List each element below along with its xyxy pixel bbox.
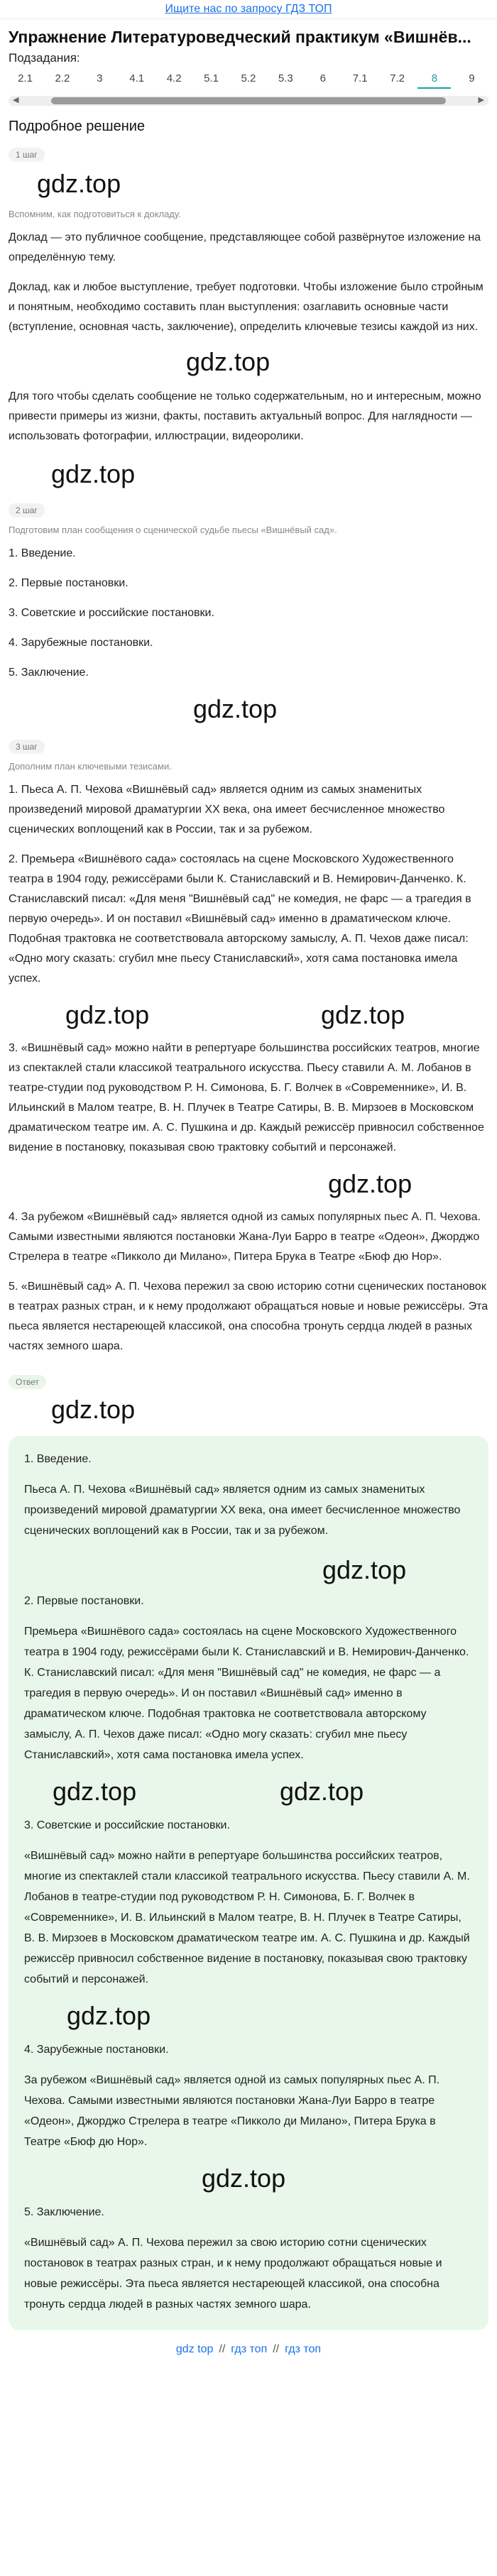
- subtask-tab[interactable]: 4.1: [129, 72, 145, 84]
- answer-paragraph: Пьеса А. П. Чехова «Вишнёвый сад» является одним из самых знаменитых произведений мировой драматургии XX века, она имеет бесчисленное множество сценических воплощений как в России, так и за рубежом.: [24, 1484, 461, 1537]
- watermark: gdz.top: [321, 1000, 405, 1029]
- step-paragraph: Для того чтобы сделать сообщение не только содержательным, но и интересным, можно привести примеры из жизни, факты, поставить актуальный вопрос. Для наглядности — использовать фотографии, иллюстрации, видеоролики.: [9, 390, 481, 442]
- watermark-row: [9, 999, 488, 1038]
- subtask-tab[interactable]: 6: [320, 72, 326, 84]
- thesis-paragraph: 3. «Вишнёвый сад» можно найти в репертуаре большинства российских театров, многие из спектаклей стали классикой театрального искусства. Пьесу ставили А. М. Лобанов в театре-студии под руководством Р. Н. Симонова, Б. Г. Волчек в «Современнике», И. В. Ильинский в Малом театре, В. Н. Плучек в Театре Сатиры, В. В. Мирзоев в Московском драматическом театре им. А. С. Пушкина и др. Каждый режиссёр привносил собственное видение в постановку, показывая свою трактовку событий и персонажей.: [9, 1042, 484, 1153]
- answer-heading: 2. Первые постановки.: [24, 1595, 144, 1607]
- search-promo-link[interactable]: Ищите нас по запросу ГДЗ ТОП: [165, 3, 332, 15]
- watermark-row: [24, 2000, 473, 2039]
- watermark: gdz.top: [51, 459, 136, 488]
- watermark: gdz.top: [53, 1777, 137, 1806]
- answer-heading: 1. Введение.: [24, 1453, 92, 1465]
- plan-item: 2. Первые постановки.: [9, 577, 129, 589]
- step-paragraph: Доклад — это публичное сообщение, представляющее собой развёрнутое изложение на определённую тему.: [9, 231, 481, 263]
- subtask-tab[interactable]: 5.3: [278, 72, 293, 84]
- answer-paragraph: «Вишнёвый сад» можно найти в репертуаре большинства российских театров, многие из спектаклей стали классикой театрального искусства. Пьесу ставили А. М. Лобанов в театре-студии под руководством Р. Н. Симонова, Б. Г. Волчек в «Современнике», И. В. Ильинский в Малом театре, В. Н. Плучек в Театре Сатиры, В. В. Мирзоев в Московском драматическом театре им. А. С. Пушкина и др. Каждый режиссёр привносил собственное видение в постановку, показывая свою трактовку событий и персонажей.: [24, 1850, 470, 1985]
- watermark: gdz.top: [65, 1000, 150, 1029]
- watermark-row: [9, 1168, 488, 1207]
- subtask-tabs: [9, 70, 488, 93]
- answer-paragraph: Премьера «Вишнёвого сада» состоялась на сцене Московского Художественного театра в 1904 году, режиссёрами были К. Станиславский и В. Немирович-Данченко. К. Станиславский писал: «Для меня "Вишнёвый сад" не комедия, не фарс — а трагедия в первую очередь». И он поставил «Вишнёвый сад» именно в драматическом ключе. Подобная трактовка не соответствовала авторскому замыслу, А. П. Чехов даже писал: «Одно могу сказать: сгубил мне пьесу Станиславский», хотя сама постановка имела успех.: [24, 1626, 469, 1761]
- plan-item: 4. Зарубежные постановки.: [9, 637, 153, 649]
- watermark: gdz.top: [328, 1169, 413, 1198]
- thesis-paragraph: 5. «Вишнёвый сад» А. П. Чехова пережил за свою историю сотни сценических постановок в театрах разных стран, и к нему продолжают обращаться новые и новые режиссёры. Эта пьеса является нестареющей классикой, она способна тронуть сердца людей в разных частях земного шара.: [9, 1281, 488, 1352]
- step-badge: 1 шаг: [9, 148, 45, 162]
- answer-heading: 5. Заключение.: [24, 2206, 104, 2218]
- step-hint: Дополним план ключевыми тезисами.: [9, 761, 172, 772]
- section-title: Подробное решение: [9, 119, 146, 134]
- scroll-right-icon[interactable]: ▶: [478, 96, 484, 104]
- scrollbar-thumb[interactable]: [51, 97, 446, 104]
- step-paragraph: Доклад, как и любое выступление, требует подготовки. Чтобы изложение было стройным и понятным, необходимо составить план выступления: озаглавить основные части (вступление, основная часть, заключение), определить ключевые тезисы каждой из них.: [9, 281, 484, 333]
- step-hint: Подготовим план сообщения о сценической судьбе пьесы «Вишнёвый сад».: [9, 525, 337, 535]
- subtask-tab[interactable]: 2.2: [55, 72, 70, 84]
- answer-badge: Ответ: [9, 1375, 46, 1389]
- watermark-row: [24, 2162, 473, 2202]
- subtask-tab[interactable]: 7.2: [390, 72, 405, 84]
- watermark-row: [24, 1551, 473, 1591]
- plan-item: 5. Заключение.: [9, 667, 89, 679]
- plan-item: 3. Советские и российские постановки.: [9, 607, 214, 619]
- watermark-row: [9, 347, 488, 387]
- subtask-tab[interactable]: 2.1: [18, 72, 33, 84]
- step-badge: 2 шаг: [9, 503, 45, 517]
- scroll-left-icon[interactable]: ◀: [13, 96, 19, 104]
- subtask-tab-active[interactable]: 8: [417, 72, 451, 89]
- answer-heading: 3. Советские и российские постановки.: [24, 1819, 230, 1831]
- page-content: [0, 28, 497, 2362]
- watermark: gdz.top: [67, 2001, 151, 2030]
- subtasks-label: Подзадания:: [9, 51, 80, 65]
- footer-separator: //: [219, 2343, 226, 2355]
- watermark-row: [9, 1393, 488, 1433]
- watermark-row: [9, 693, 488, 733]
- watermark: gdz.top: [51, 1395, 136, 1424]
- answer-paragraph: За рубежом «Вишнёвый сад» является одной из самых популярных пьес А. П. Чехова. Самыми известными являются постановки Жана-Луи Барро в театре «Одеон», Джорджо Стрелера в театре «Пикколо ди Милано», Питера Брука в Театре «Бюф дю Нор».: [24, 2074, 440, 2148]
- thesis-paragraph: 4. За рубежом «Вишнёвый сад» является одной из самых популярных пьес А. П. Чехова. Самыми известными являются постановки Жана-Луи Барро в театре «Одеон», Джорджо Стрелера в театре «Пикколо ди Милано», Питера Брука в Театре «Бюф дю Нор».: [9, 1211, 481, 1263]
- answer-paragraph: «Вишнёвый сад» А. П. Чехова пережил за свою историю сотни сценических постановок в театрах разных стран, и к нему продолжают обращаться новые и новые режиссёры. Эта пьеса является нестареющей классикой, она способна тронуть сердца людей в разных частях земного шара.: [24, 2237, 442, 2311]
- watermark: gdz.top: [202, 2164, 286, 2193]
- subtask-tab[interactable]: 4.2: [166, 72, 182, 84]
- top-banner: [0, 0, 497, 19]
- step-hint: Вспомним, как подготовиться к докладу.: [9, 209, 181, 219]
- subtask-tab[interactable]: 9: [469, 72, 475, 84]
- watermark-row: [9, 456, 488, 496]
- footer-separator: //: [273, 2343, 280, 2355]
- thesis-paragraph: 2. Премьера «Вишнёвого сада» состоялась на сцене Московского Художественного театра в 1904 году, режиссёрами были К. Станиславский и В. Немирович-Данченко. К. Станиславский писал: «Для меня "Вишнёвый сад" не комедия, не фарс — а трагедия в первую очередь». И он поставил «Вишнёвый сад» именно в драматическом ключе. Подобная трактовка не соответствовала авторскому замыслу, А. П. Чехов даже писал: «Одно могу сказать: сгубил мне пьесу Станиславский», хотя сама постановка имела успех.: [9, 853, 471, 985]
- watermark: gdz.top: [37, 169, 121, 198]
- answer-box: [9, 1436, 488, 2330]
- tabs-scrollbar[interactable]: [9, 96, 488, 106]
- footer-link[interactable]: gdz top: [175, 2343, 214, 2355]
- thesis-paragraph: 1. Пьеса А. П. Чехова «Вишнёвый сад» является одним из самых знаменитых произведений мировой драматургии XX века, она имеет бесчисленное множество сценических воплощений как в России, так и за рубежом.: [9, 784, 445, 835]
- plan-item: 1. Введение.: [9, 547, 76, 559]
- page-title: Упражнение Литературоведческий практикум «Вишнёв...: [9, 28, 471, 46]
- footer-link[interactable]: гдз топ: [285, 2343, 322, 2355]
- footer-link[interactable]: гдз топ: [231, 2343, 268, 2355]
- subtask-tab[interactable]: 3: [97, 72, 103, 84]
- subtask-tab[interactable]: 5.1: [204, 72, 219, 84]
- subtask-tab[interactable]: 7.1: [352, 72, 368, 84]
- watermark: gdz.top: [186, 347, 271, 376]
- watermark: gdz.top: [280, 1777, 364, 1806]
- step-badge: 3 шаг: [9, 740, 45, 754]
- watermark-row: [9, 168, 488, 207]
- watermark: gdz.top: [193, 694, 278, 723]
- watermark: gdz.top: [322, 1555, 407, 1584]
- subtask-tab[interactable]: 5.2: [241, 72, 256, 84]
- footer-links: [9, 2337, 488, 2362]
- answer-heading: 4. Зарубежные постановки.: [24, 2044, 169, 2056]
- watermark-row: [24, 1775, 473, 1815]
